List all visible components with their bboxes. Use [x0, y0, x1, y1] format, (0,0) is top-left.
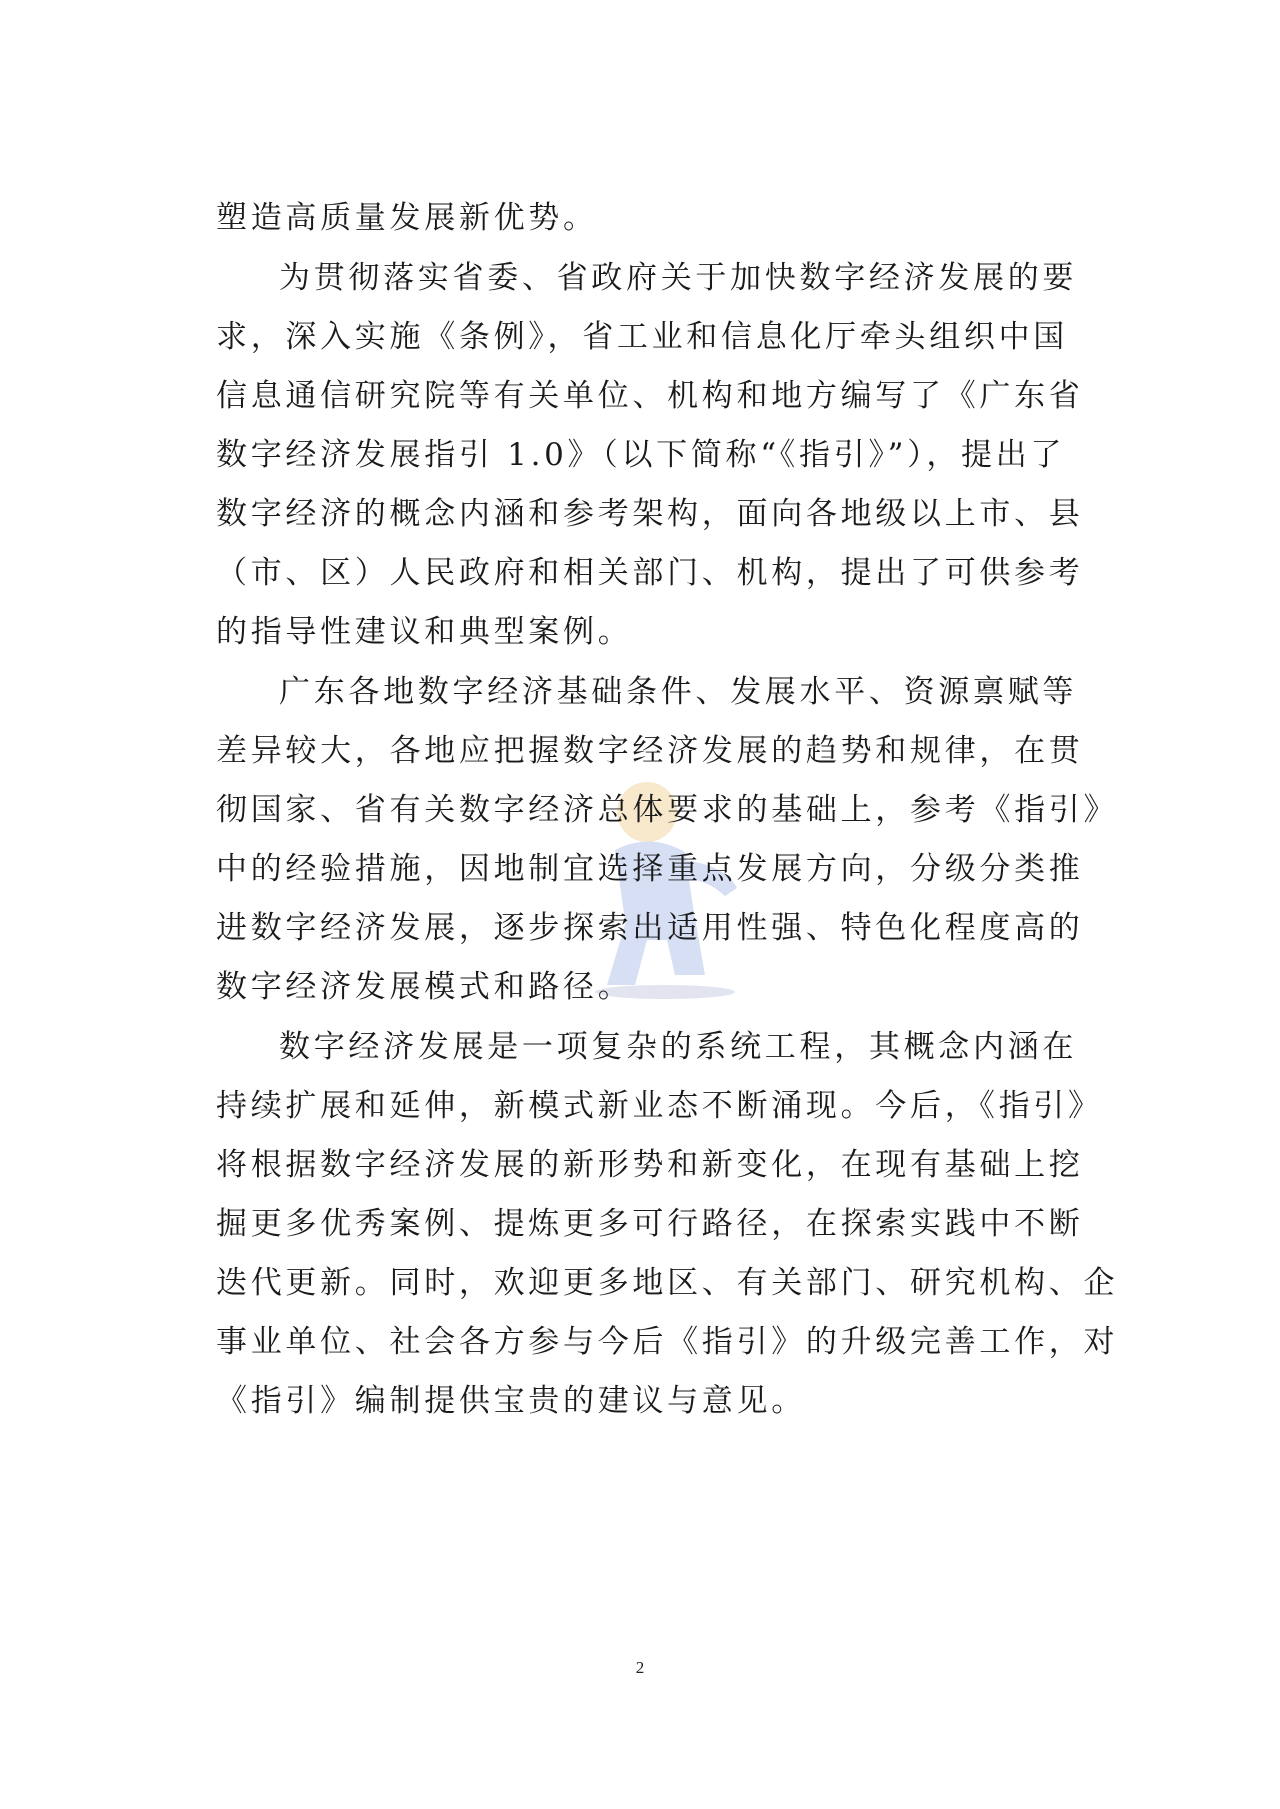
text-line-7: （市、区）人民政府和相关部门、机构，提出了可供参考	[216, 555, 1084, 591]
text-line-4: 信息通信研究院等有关单位、机构和地方编写了《广东省	[216, 378, 1084, 414]
text-line-18: 掘更多优秀案例、提炼更多可行路径，在探索实践中不断	[216, 1206, 1084, 1242]
text-line-12: 中的经验措施，因地制宜选择重点发展方向，分级分类推	[216, 851, 1084, 887]
text-line-14: 数字经济发展模式和路径。	[216, 969, 633, 1005]
text-line-5: 数字经济发展指引 1.0》（以下简称“《指引》”），提出了	[216, 437, 1066, 473]
text-line-9: 广东各地数字经济基础条件、发展水平、资源禀赋等	[279, 674, 1078, 710]
page-number: 2	[635, 1658, 645, 1677]
text-line-6: 数字经济的概念内涵和参考架构，面向各地级以上市、县	[216, 496, 1084, 532]
text-line-19: 迭代更新。同时，欢迎更多地区、有关部门、研究机构、企	[216, 1265, 1119, 1301]
text-line-10: 差异较大，各地应把握数字经济发展的趋势和规律，在贯	[216, 733, 1084, 769]
text-line-21: 《指引》编制提供宝贵的建议与意见。	[216, 1383, 806, 1419]
text-line-11: 彻国家、省有关数字经济总体要求的基础上，参考《指引》	[216, 792, 1119, 828]
text-line-20: 事业单位、社会各方参与今后《指引》的升级完善工作，对	[216, 1324, 1119, 1360]
text-line-2: 为贯彻落实省委、省政府关于加快数字经济发展的要	[279, 260, 1078, 296]
text-line-13: 进数字经济发展，逐步探索出适用性强、特色化程度高的	[216, 910, 1084, 946]
text-line-16: 持续扩展和延伸，新模式新业态不断涌现。今后，《指引》	[216, 1088, 1103, 1124]
text-line-3: 求，深入实施《条例》，省工业和信息化厅牵头组织中国	[216, 319, 1068, 355]
text-line-17: 将根据数字经济发展的新形势和新变化，在现有基础上挖	[216, 1147, 1084, 1183]
text-line-1: 塑造高质量发展新优势。	[216, 200, 598, 236]
text-line-8: 的指导性建议和典型案例。	[216, 614, 633, 650]
text-line-15: 数字经济发展是一项复杂的系统工程，其概念内涵在	[279, 1029, 1078, 1065]
